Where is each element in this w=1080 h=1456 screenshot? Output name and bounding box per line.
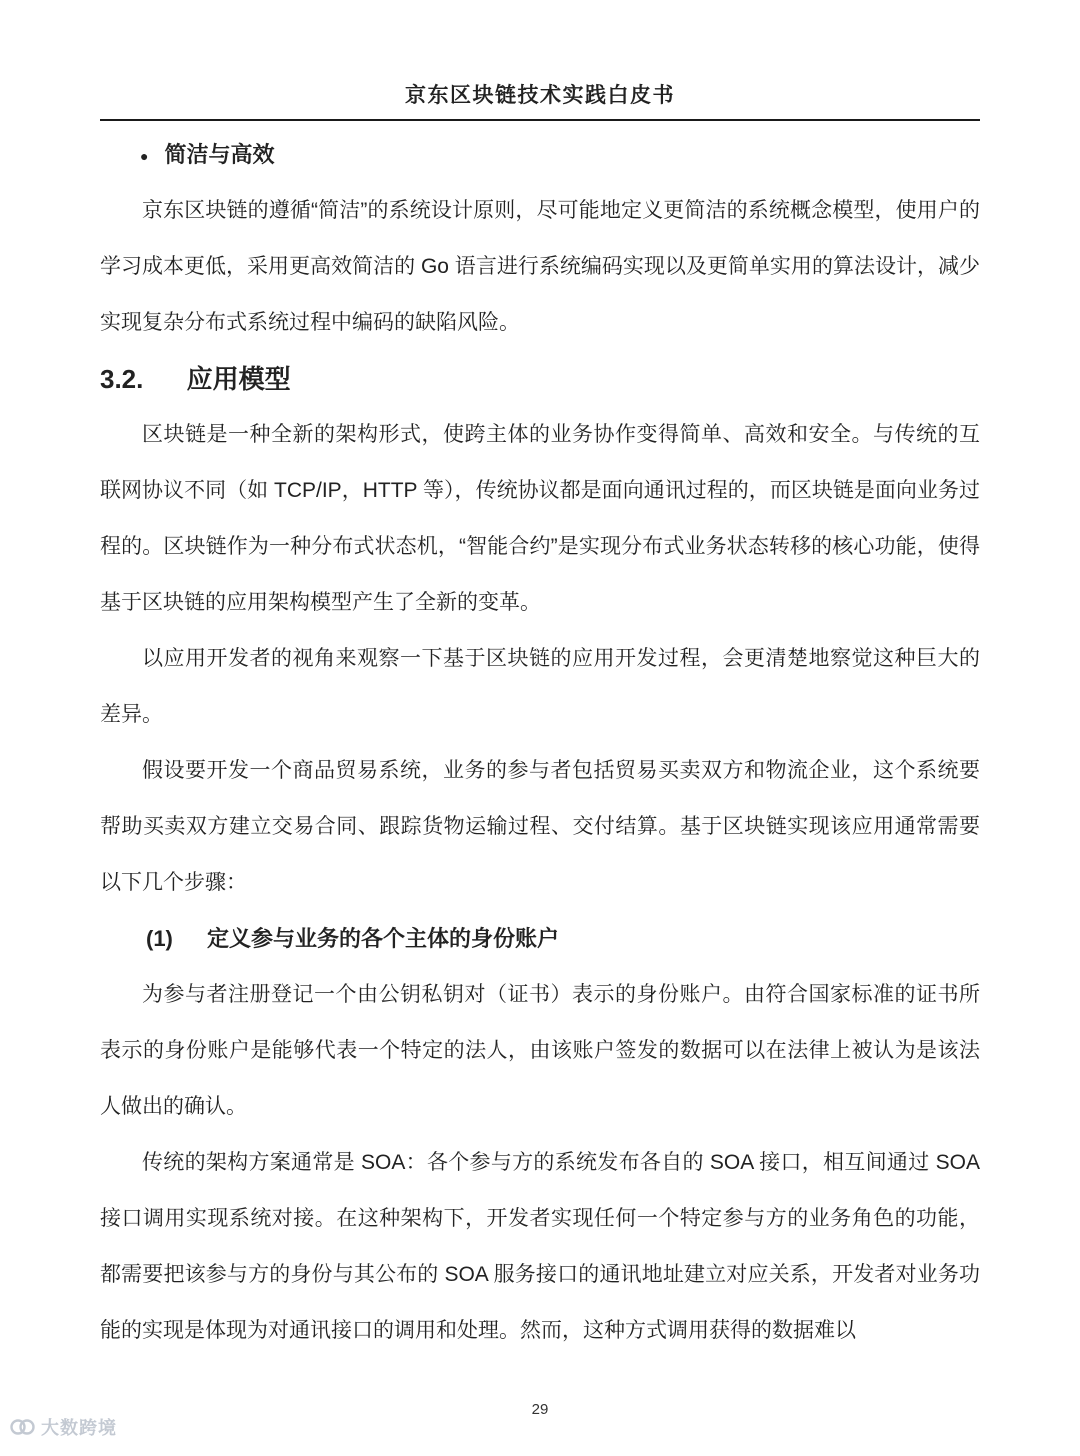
watermark	[10, 1414, 117, 1440]
step-number: (1)	[146, 926, 173, 951]
header-rule	[100, 119, 980, 121]
bullet-heading-label: 简洁与高效	[164, 142, 275, 167]
paragraph-design-principle: 京东区块链的遵循“简洁”的系统设计原则，尽可能地定义更简洁的系统概念模型，使用户的学习成本更低，采用更高效简洁的 Go 语言进行系统编码实现以及更简单实用的算法设计，减少实现复杂分布式系统过程中编码的缺陷风险。	[100, 199, 980, 334]
page-header	[100, 84, 980, 121]
watermark-text: 大数跨境	[41, 1418, 117, 1438]
paragraph-blockchain-architecture: 区块链是一种全新的架构形式，使跨主体的业务协作变得简单、高效和安全。与传统的互联网协议不同（如 TCP/IP，HTTP 等），传统协议都是面向通讯过程的，而区块链是面向业务过程的。区块链作为一种分布式状态机，“智能合约”是实现分布式业务状态转移的核心功能，使得基于区块链的应用架构模型产生了全新的变革。	[100, 423, 980, 614]
bullet-icon: ●	[140, 148, 149, 164]
section-heading-application-model	[100, 351, 980, 407]
paragraph-soa-architecture: 传统的架构方案通常是 SOA：各个参与方的系统发布各自的 SOA 接口，相互间通过 SOA 接口调用实现系统对接。在这种架构下，开发者实现任何一个特定参与方的业务角色的功能，都需要把该参与方的身份与其公布的 SOA 服务接口的通讯地址建立对应关系，开发者对业务功能的实现是体现为对通讯接口的调用和处理。然而，这种方式调用获得的数据难以	[100, 1151, 980, 1342]
watermark-logo-icon	[10, 1417, 36, 1437]
paragraph-identity-registration: 为参与者注册登记一个由公钥私钥对（证书）表示的身份账户。由符合国家标准的证书所表示的身份账户是能够代表一个特定的法人，由该账户签发的数据可以在法律上被认为是该法人做出的确认。	[100, 983, 980, 1118]
section-number: 3.2.	[100, 364, 144, 394]
page-number: 29	[531, 1401, 549, 1418]
section-title: 应用模型	[186, 364, 291, 394]
document-title: 京东区块链技术实践白皮书	[405, 84, 675, 107]
step-heading-identity-accounts	[100, 911, 980, 967]
step-title: 定义参与业务的各个主体的身份账户	[207, 926, 560, 951]
document-body	[100, 127, 980, 1359]
bullet-heading	[100, 127, 980, 183]
paragraph-developer-perspective: 以应用开发者的视角来观察一下基于区块链的应用开发过程，会更清楚地察觉这种巨大的差异。	[100, 647, 980, 726]
paragraph-trade-system-example: 假设要开发一个商品贸易系统，业务的参与者包括贸易买卖双方和物流企业，这个系统要帮助买卖双方建立交易合同、跟踪货物运输过程、交付结算。基于区块链实现该应用通常需要以下几个步骤：	[100, 759, 980, 894]
